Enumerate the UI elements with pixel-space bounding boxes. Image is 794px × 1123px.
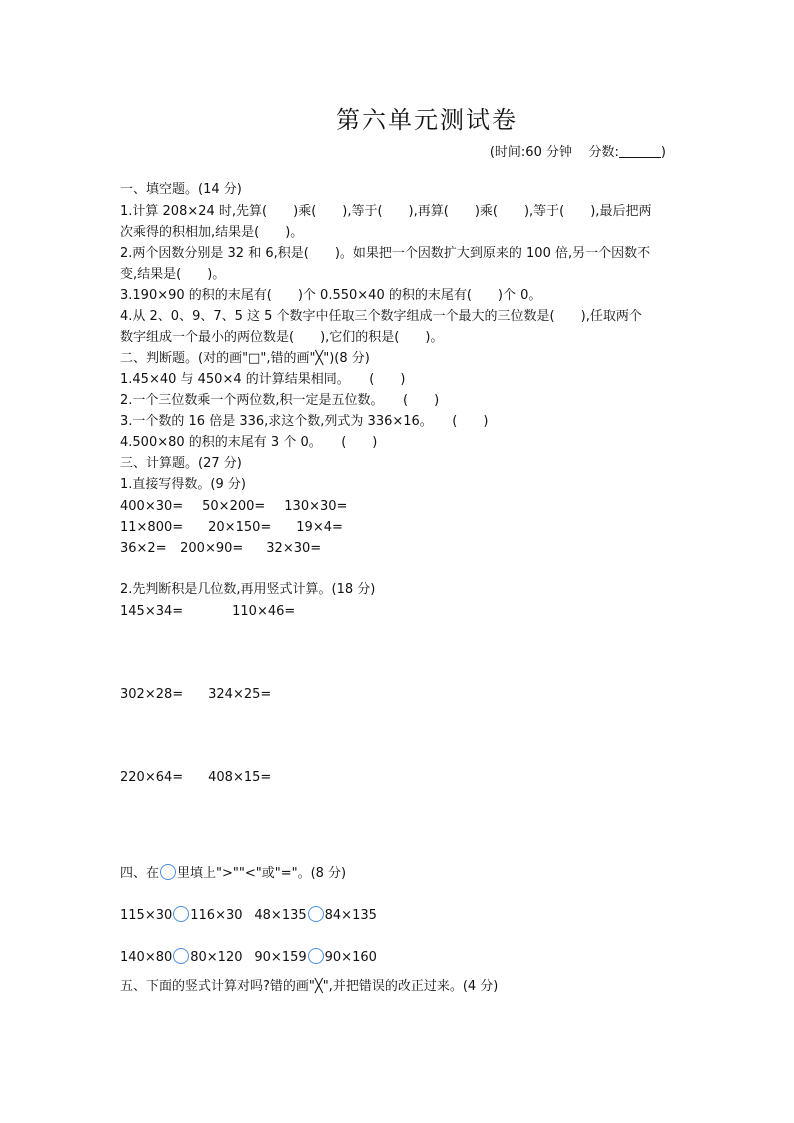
vertical-row bbox=[120, 769, 271, 787]
sub1-heading: 1.直接写得数。(9 分) bbox=[120, 477, 246, 492]
vertical-item: 220×64= bbox=[120, 770, 184, 785]
vertical-item: 324×25= bbox=[208, 687, 272, 702]
vertical-row bbox=[120, 603, 295, 621]
section1-heading: 一、填空题。(14 分) bbox=[120, 182, 242, 197]
direct-row bbox=[120, 498, 347, 516]
direct-item: 400×30= bbox=[120, 499, 184, 514]
vertical-row bbox=[120, 686, 271, 704]
section4-heading: 四、在 里填上">""<"或"="。(8 分) bbox=[120, 866, 347, 881]
direct-item: 32×30= bbox=[266, 541, 322, 556]
judge-item: 2.一个三位数乘一个两位数,积一定是五位数。 ( ) bbox=[120, 393, 440, 408]
compare-row: 115×30 116×30 48×135 84×135 bbox=[120, 908, 377, 923]
sub2-heading: 2.先判断积是几位数,再用竖式计算。(18 分) bbox=[120, 582, 376, 597]
q1-line2: 次乘得的积相加,结果是( )。 bbox=[120, 225, 304, 240]
section2-heading: 二、判断题。(对的画"□",错的画"╳")(8 分) bbox=[120, 351, 370, 366]
score-blank[interactable] bbox=[619, 145, 661, 158]
compare-circle-input[interactable] bbox=[308, 948, 324, 964]
section5-heading: 五、下面的竖式计算对吗?错的画"╳",并把错误的改正过来。(4 分) bbox=[120, 979, 499, 994]
q2-line2: 变,结果是( )。 bbox=[120, 267, 226, 282]
compare-circle-input[interactable] bbox=[308, 906, 324, 922]
page-title: 第六单元测试卷 bbox=[336, 106, 518, 134]
q4-line1: 4.从 2、0、9、7、5 这 5 个数字中任取三个数字组成一个最大的三位数是( ),任取两个 bbox=[120, 309, 642, 324]
judge-item: 1.45×40 与 450×4 的计算结果相同。 ( ) bbox=[120, 372, 406, 387]
q3-line: 3.190×90 的积的末尾有( )个 0.550×40 的积的末尾有( )个 0。 bbox=[120, 288, 542, 303]
direct-item: 36×2= bbox=[120, 541, 167, 556]
section3-heading: 三、计算题。(27 分) bbox=[120, 456, 242, 471]
vertical-item: 408×15= bbox=[208, 770, 272, 785]
direct-item: 50×200= bbox=[202, 499, 266, 514]
vertical-item: 145×34= bbox=[120, 604, 184, 619]
direct-item: 130×30= bbox=[284, 499, 348, 514]
direct-row bbox=[120, 540, 321, 558]
judge-item: 3.一个数的 16 倍是 336,求这个数,列式为 336×16。 ( ) bbox=[120, 414, 489, 429]
time-label: (时间:60 分钟 bbox=[489, 145, 572, 160]
compare-circle-input[interactable] bbox=[173, 906, 189, 922]
direct-item: 19×4= bbox=[296, 520, 343, 535]
q4-line2: 数字组成一个最小的两位数是( ),它们的积是( )。 bbox=[120, 330, 444, 345]
compare-row: 140×80 80×120 90×159 90×160 bbox=[120, 950, 377, 965]
vertical-item: 302×28= bbox=[120, 687, 184, 702]
score-label: 分数: bbox=[588, 145, 619, 160]
q2-line1: 2.两个因数分别是 32 和 6,积是( )。如果把一个因数扩大到原来的 100 倍,另一个因数不 bbox=[120, 246, 651, 261]
direct-item: 200×90= bbox=[180, 541, 244, 556]
direct-row bbox=[120, 519, 343, 537]
compare-circle-input[interactable] bbox=[173, 948, 189, 964]
direct-item: 20×150= bbox=[208, 520, 272, 535]
q1-line1: 1.计算 208×24 时,先算( )乘( ),等于( ),再算( )乘( ),等于( ),最后把两 bbox=[120, 204, 652, 219]
vertical-item: 110×46= bbox=[232, 604, 296, 619]
time-score-line: (时间:60 分钟 分数: ) bbox=[489, 145, 666, 160]
circle-blank-icon bbox=[160, 864, 176, 880]
judge-item: 4.500×80 的积的末尾有 3 个 0。 ( ) bbox=[120, 435, 378, 450]
direct-item: 11×800= bbox=[120, 520, 184, 535]
